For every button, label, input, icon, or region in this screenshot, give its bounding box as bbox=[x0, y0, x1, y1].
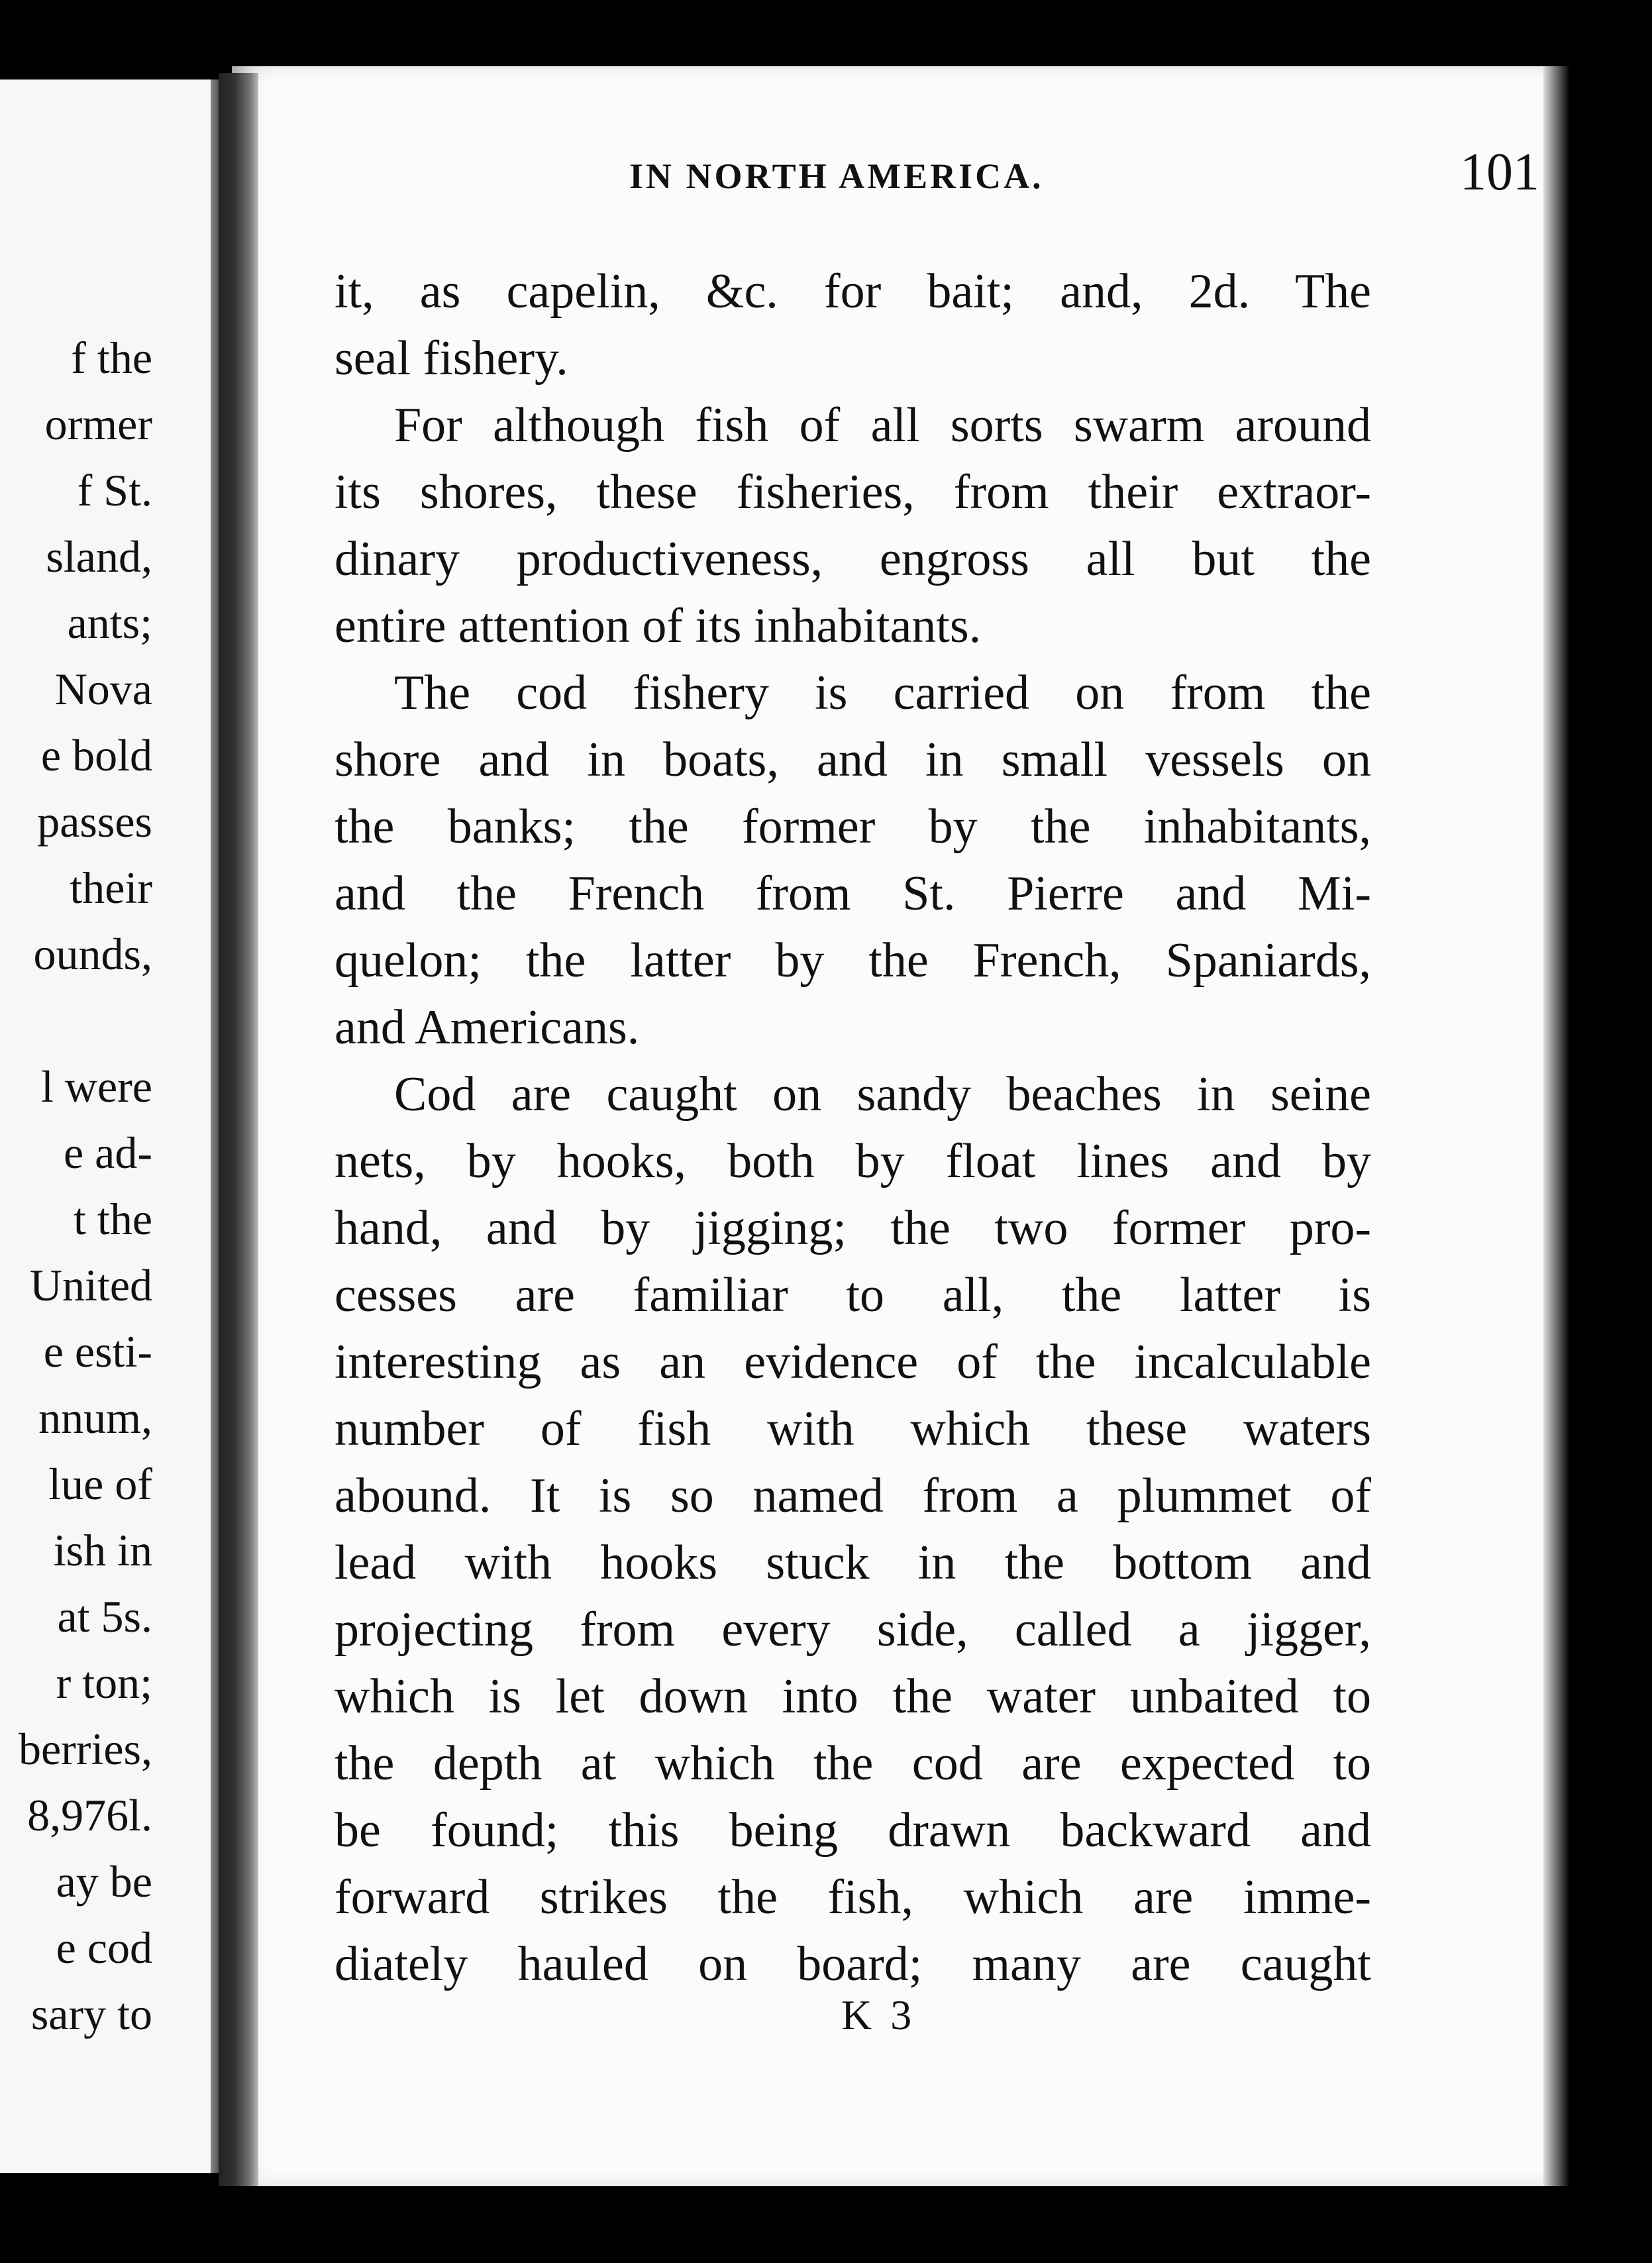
text-line: the banks; the former by the inhabitants, bbox=[335, 800, 1371, 854]
text-line: it, as capelin, &c. for bait; and, 2d. The bbox=[335, 264, 1371, 319]
text-line: shore and in boats, and in small vessels on bbox=[335, 733, 1371, 787]
signature-mark: K 3 bbox=[841, 1991, 916, 2038]
text-line: abound. It is so named from a plummet of bbox=[335, 1469, 1371, 1523]
left-page-line: 8,976l. bbox=[27, 1790, 152, 1840]
left-page-line: e esti- bbox=[43, 1326, 152, 1377]
left-page-line: e ad- bbox=[63, 1128, 152, 1178]
left-page-line: sary to bbox=[30, 1989, 152, 2039]
text-line: forward strikes the fish, which are imme- bbox=[335, 1870, 1371, 1924]
text-line: diately hauled on board; many are caught bbox=[335, 1937, 1371, 1991]
left-page-line: lue of bbox=[48, 1459, 152, 1509]
text-line: nets, by hooks, both by float lines and by bbox=[335, 1134, 1371, 1188]
left-page-line: berries, bbox=[18, 1724, 152, 1774]
left-page-line: ormer bbox=[44, 399, 152, 449]
left-page-line: ay be bbox=[56, 1856, 152, 1907]
text-line: its shores, these fisheries, from their extraor- bbox=[335, 465, 1371, 519]
text-line: the depth at which the cod are expected to bbox=[335, 1736, 1371, 1791]
text-line: entire attention of its inhabitants. bbox=[335, 599, 982, 653]
text-line: and the French from St. Pierre and Mi- bbox=[335, 867, 1371, 921]
running-head bbox=[331, 142, 1539, 222]
left-page-line: ish in bbox=[53, 1525, 152, 1575]
text-line: which is let down into the water unbaited to bbox=[335, 1669, 1371, 1724]
text-line: projecting from every side, called a jigger, bbox=[335, 1603, 1371, 1657]
left-page-line: t the bbox=[74, 1194, 152, 1244]
left-page-line: ants; bbox=[67, 598, 152, 648]
text-line: lead with hooks stuck in the bottom and bbox=[335, 1536, 1371, 1590]
left-page-line: l were bbox=[40, 1061, 152, 1112]
left-page-line bbox=[0, 987, 152, 1053]
left-page-line: passes bbox=[37, 796, 152, 847]
left-page-line: United bbox=[29, 1260, 152, 1310]
running-title: IN NORTH AMERICA. bbox=[629, 156, 1044, 196]
left-page-line: r ton; bbox=[56, 1658, 152, 1708]
left-page-line: sland, bbox=[46, 531, 152, 582]
text-line: The cod fishery is carried on from the bbox=[394, 666, 1371, 720]
text-line: number of fish with which these waters bbox=[335, 1402, 1371, 1456]
text-line: For although fish of all sorts swarm around bbox=[394, 398, 1371, 452]
text-line: cesses are familiar to all, the latter is bbox=[335, 1268, 1371, 1322]
left-page-line: Nova bbox=[54, 664, 152, 714]
left-facing-page bbox=[0, 79, 236, 2173]
left-page-line: their bbox=[70, 863, 152, 913]
text-line: interesting as an evidence of the incalculable bbox=[335, 1335, 1371, 1389]
left-page-line: f the bbox=[71, 333, 152, 383]
text-line: dinary productiveness, engross all but the bbox=[335, 532, 1371, 586]
text-line: quelon; the latter by the French, Spaniards, bbox=[335, 933, 1371, 988]
left-page-line: f St. bbox=[77, 465, 152, 515]
left-page-line: nnum, bbox=[38, 1393, 152, 1443]
left-page-line: e bold bbox=[40, 730, 152, 780]
text-line: seal fishery. bbox=[335, 331, 568, 386]
left-page-line: ounds, bbox=[33, 929, 152, 979]
page-number: 101 bbox=[1460, 143, 1539, 201]
left-page-line: e cod bbox=[56, 1922, 152, 1973]
page-spine-shadow bbox=[219, 73, 258, 2186]
text-line: Cod are caught on sandy beaches in seine bbox=[394, 1067, 1371, 1122]
left-page-text bbox=[0, 325, 152, 2047]
left-page-line: at 5s. bbox=[57, 1591, 152, 1642]
page-edge bbox=[1543, 66, 1570, 2186]
text-line: hand, and by jigging; the two former pro- bbox=[335, 1201, 1371, 1255]
text-line: and Americans. bbox=[335, 1000, 640, 1055]
text-line: be found; this being drawn backward and bbox=[335, 1803, 1371, 1858]
body-text bbox=[335, 258, 1371, 1998]
